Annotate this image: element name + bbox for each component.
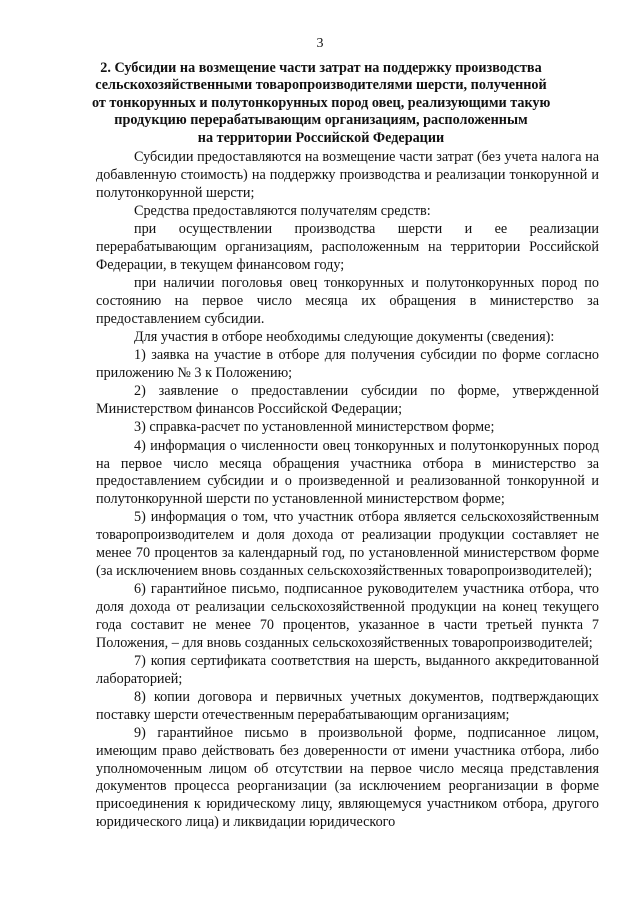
list-item: 9) гарантийное письмо в произвольной форме, подписанное лицом, имеющим право действовать без доверенности от имени участника отбора, либо уполномоченным лицом об отсутствии на первое число месяца представления документов процесса реорганизации (за исключением реорганизации в форме присоединения к юридическому лицу, являющемуся участником отбора, другого юридического лица) и ликвидации юридического — [96, 725, 599, 830]
paragraph: при наличии поголовья овец тонкорунных и полутонкорунных пород по состоянию на первое число месяца их обращения в министерство за предоставлением субсидии. — [96, 275, 599, 327]
list-item: 3) справка-расчет по установленной министерством форме; — [134, 419, 495, 436]
heading-line: сельскохозяйственными товаропроизводителями шерсти, полученной — [95, 77, 547, 94]
paragraph: Для участия в отборе необходимы следующие документы (сведения): — [134, 328, 555, 345]
list-item: 1) заявка на участие в отборе для получения субсидии по форме согласно приложению № 3 к Положению; — [96, 347, 599, 382]
list-item: 6) гарантийное письмо, подписанное руководителем участника отбора, что доля дохода от реализации сельскохозяйственной продукции на конец текущего года составит не менее 70 процентов, указанное в части третьей пункта 7 Положения, – для вновь созданных сельскохозяйственных товаропроизводителей; — [96, 581, 599, 651]
document-body — [96, 149, 599, 832]
heading-line: 2. Субсидии на возмещение части затрат на поддержку производства — [100, 60, 542, 76]
heading-line: продукцию перерабатывающим организациям, расположенным — [114, 112, 528, 129]
heading-line: от тонкорунных и полутонкорунных пород овец, реализующими такую — [92, 94, 551, 111]
heading-line: на территории Российской Федерации — [197, 129, 445, 146]
section-heading — [92, 60, 550, 147]
list-item: 7) копия сертификата соответствия на шерсть, выданного аккредитованной лабораторией; — [96, 652, 599, 687]
paragraph: при осуществлении производства шерсти и ее реализации перерабатывающим организациям, расположенным на территории Российской Федерации, в текущем финансовом году; — [96, 221, 599, 273]
page-number: 3 — [316, 36, 324, 51]
paragraph: Средства предоставляются получателям средств: — [134, 202, 431, 219]
list-item: 8) копии договора и первичных учетных документов, подтверждающих поставку шерсти отечественным перерабатывающим организациям; — [96, 688, 599, 723]
list-item: 2) заявление о предоставлении субсидии по форме, утвержденной Министерством финансов Российской Федерации; — [96, 383, 599, 418]
paragraph: Субсидии предоставляются на возмещение части затрат (без учета налога на добавленную стоимость) на поддержку производства и реализации тонкорунной и полутонкорунной шерсти; — [96, 149, 599, 201]
list-item: 4) информация о численности овец тонкорунных и полутонкорунных пород на первое число месяца обращения участника отбора в министерство за предоставлением субсидии и о произведенной и реализованной тонкорунной и полутонкорунной шерсти по установленной министерством форме; — [96, 437, 599, 508]
list-item: 5) информация о том, что участник отбора является сельскохозяйственным товаропроизводителем и доля дохода от реализации продукции составляет не менее 70 процентов за календарный год, по установленной министерством форме (за исключением вновь созданных сельскохозяйственных товаропроизводителей); — [96, 509, 599, 579]
